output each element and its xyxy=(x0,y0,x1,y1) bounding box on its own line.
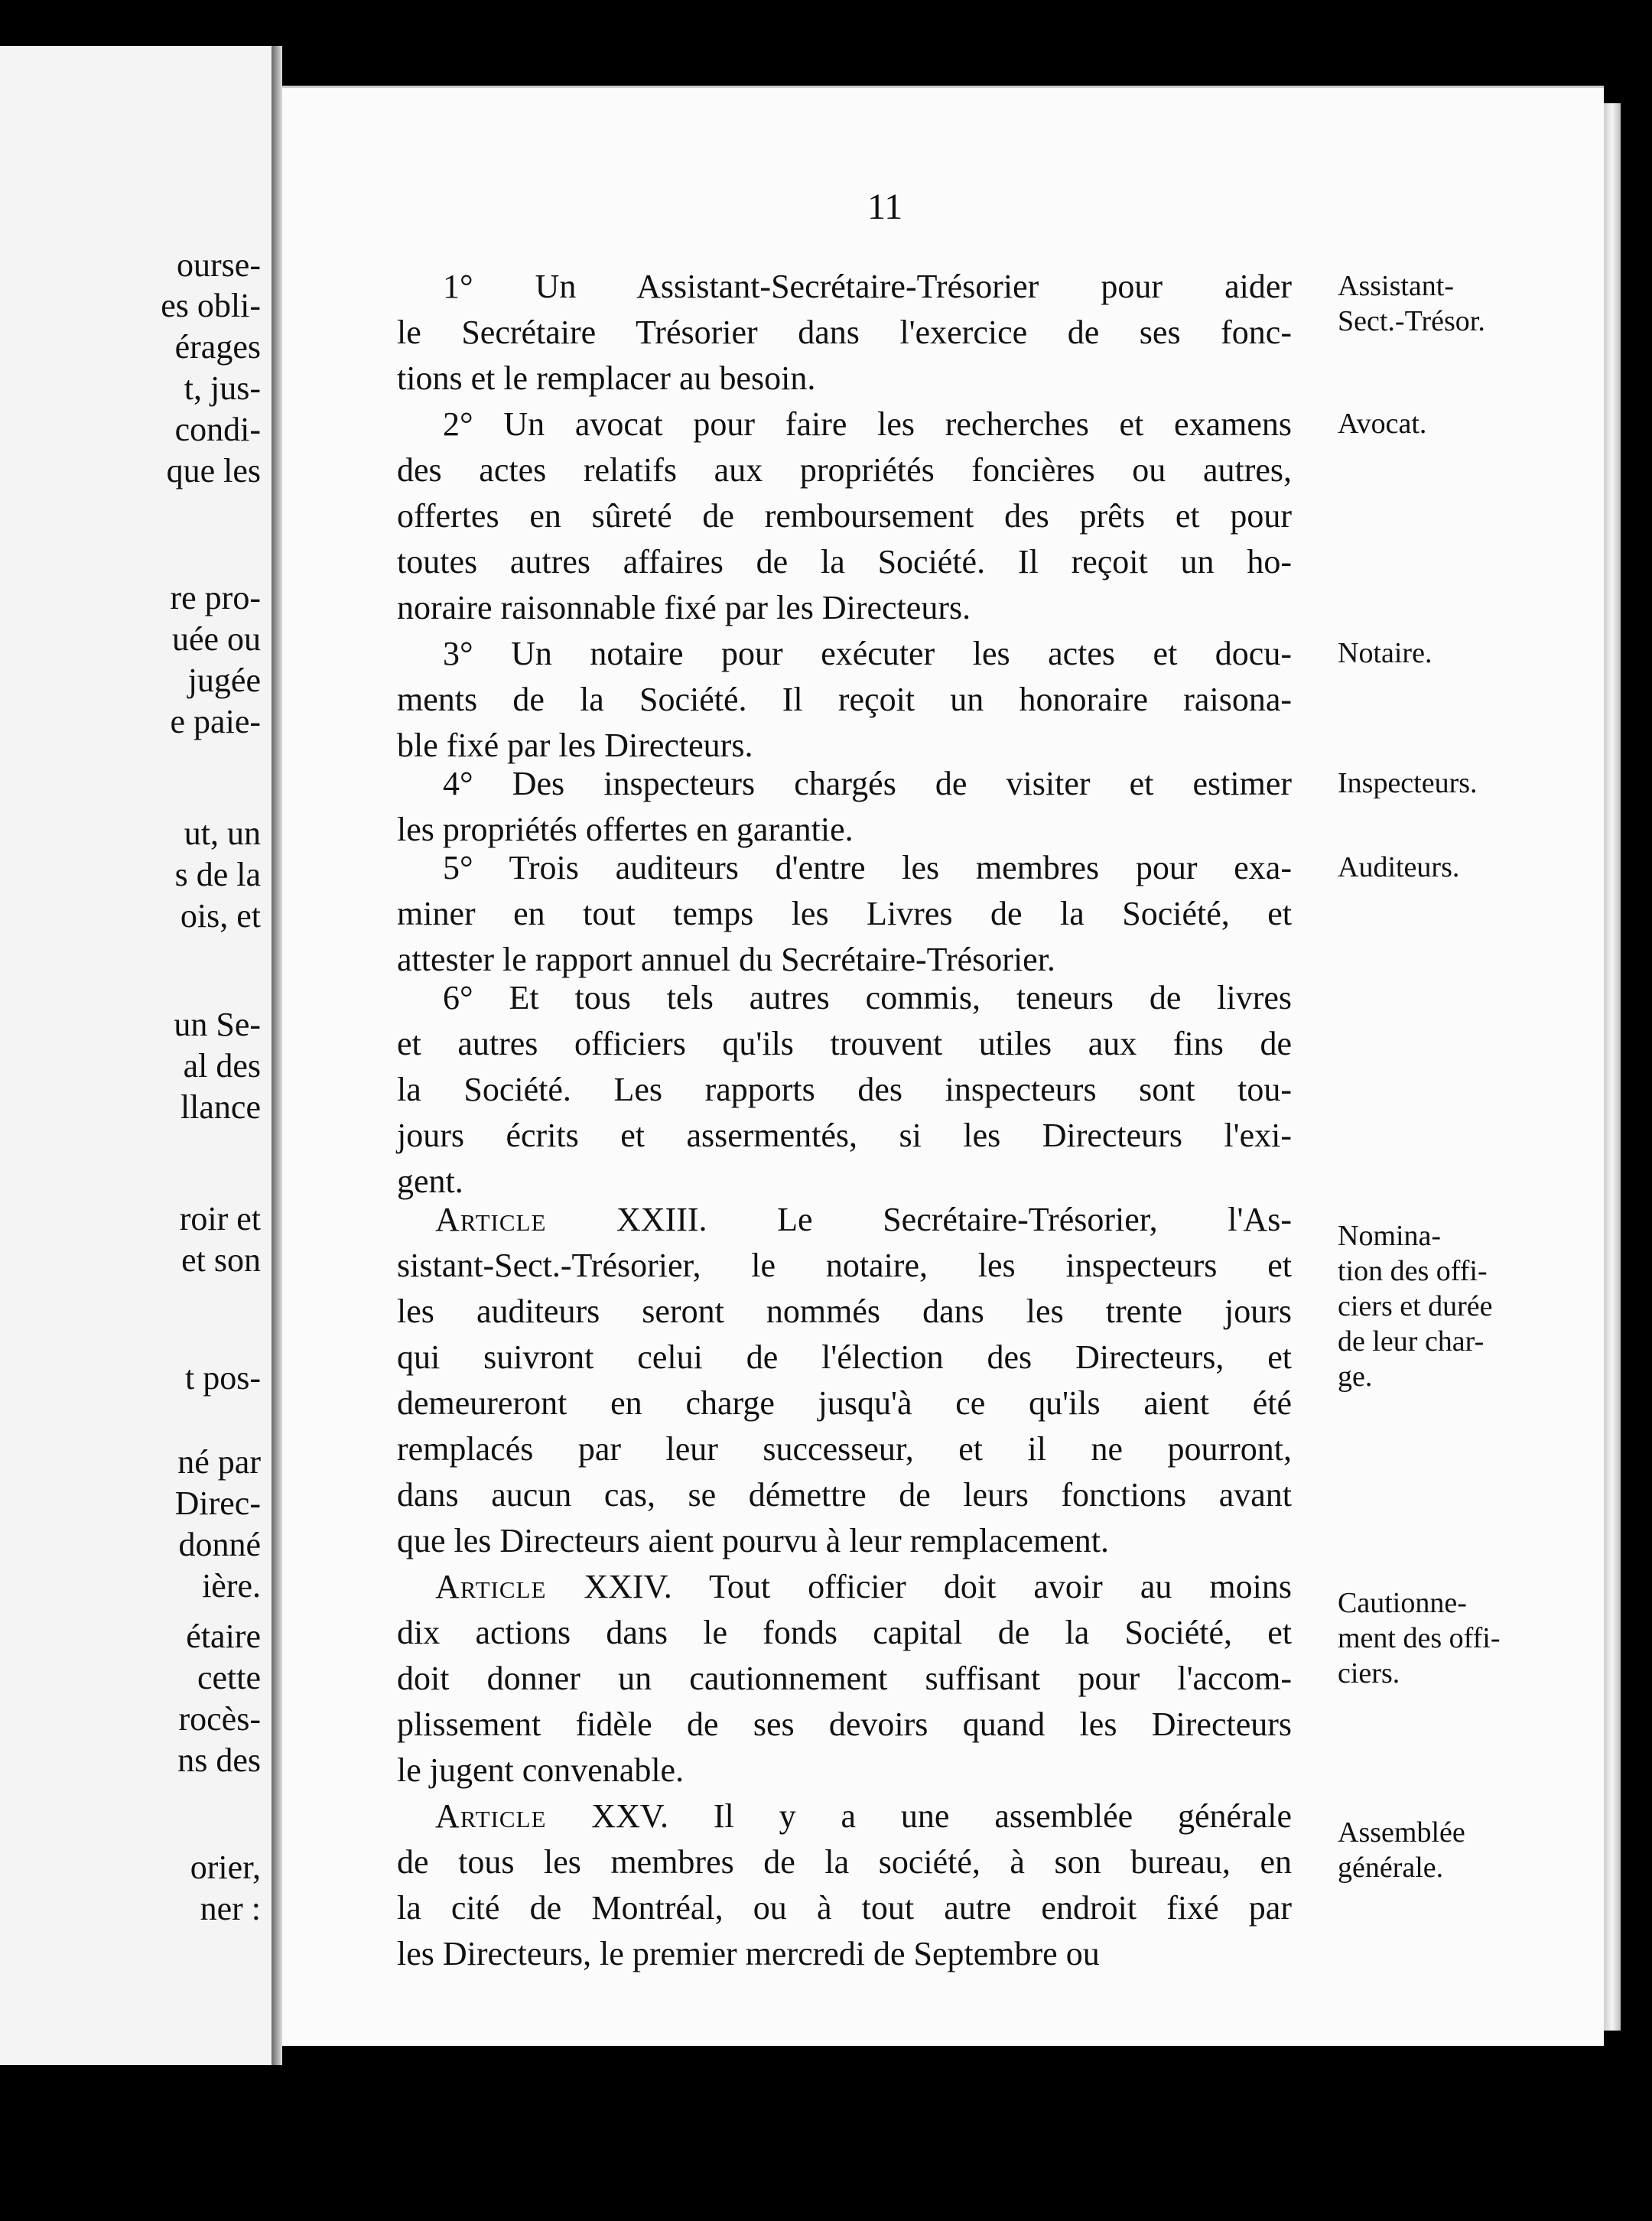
left-page-text-fragment: érages xyxy=(174,328,261,366)
left-page-text-fragment: donné xyxy=(178,1526,261,1563)
left-page-text-fragment: condi- xyxy=(174,411,261,448)
article-a23 xyxy=(397,1197,1590,1564)
article-number: XXV. xyxy=(591,1797,668,1835)
paragraph-p1 xyxy=(397,264,1590,402)
article-first-line xyxy=(397,1197,1292,1243)
paragraph-p3 xyxy=(397,631,1590,769)
margin-note-line: ciers. xyxy=(1338,1657,1400,1689)
margin-note xyxy=(1338,1585,1500,1691)
paragraph-line: noraire raisonnable fixé par les Directeurs. xyxy=(397,589,971,626)
article-line: le jugent convenable. xyxy=(397,1751,685,1789)
margin-note-line: ciers et durée xyxy=(1338,1290,1493,1322)
left-page-text-fragment: Direc- xyxy=(174,1484,261,1522)
margin-note-line: Assemblée xyxy=(1338,1816,1465,1849)
article-line: demeureront en charge jusqu'à ce qu'ils aient été xyxy=(397,1384,1292,1422)
margin-note-line: générale. xyxy=(1338,1852,1444,1884)
left-page-text-fragment: e paie- xyxy=(170,703,261,740)
left-page-text-fragment: étaire xyxy=(186,1618,261,1655)
paragraph-line: tions et le remplacer au besoin. xyxy=(397,359,816,397)
margin-note xyxy=(1338,636,1432,671)
paragraph-line: attester le rapport annuel du Secrétaire-Trésorier. xyxy=(397,941,1055,978)
left-page-text-fragment: ière. xyxy=(202,1567,261,1605)
margin-note-line: ment des offi- xyxy=(1338,1622,1501,1654)
paragraph-line: offertes en sûreté de remboursement des prêts et pour xyxy=(397,497,1292,535)
article-label: Article xyxy=(435,1568,547,1605)
paragraph-line: la Société. Les rapports des inspecteurs sont tou- xyxy=(397,1071,1292,1108)
left-page-text-fragment: rocès- xyxy=(178,1700,261,1738)
left-page-text-fragment: llance xyxy=(180,1088,261,1126)
paragraph-line: 3° Un notaire pour exécuter les actes et docu- xyxy=(443,635,1292,672)
left-page-text-fragment: et son xyxy=(181,1241,261,1279)
paragraph-line: et autres officiers qu'ils trouvent utiles aux fins de xyxy=(397,1025,1292,1062)
left-page-text-fragment: ois, et xyxy=(180,897,261,935)
paragraph-line: le Secrétaire Trésorier dans l'exercice de ses fonc- xyxy=(397,314,1292,351)
left-page-text-fragment: al des xyxy=(183,1047,261,1084)
left-page-text-fragment: ourse- xyxy=(177,246,261,284)
article-a25 xyxy=(397,1793,1590,1977)
article-first-line xyxy=(397,1793,1292,1839)
article-line: les auditeurs seront nommés dans les trente jours xyxy=(397,1293,1292,1330)
paragraph-line: ments de la Société. Il reçoit un honoraire raisona- xyxy=(397,681,1292,718)
paragraph-line: les propriétés offertes en garantie. xyxy=(397,811,854,848)
paragraph-line: 4° Des inspecteurs chargés de visiter et estimer xyxy=(443,765,1292,802)
left-page-fragment xyxy=(0,46,276,2065)
article-line: qui suivront celui de l'élection des Directeurs, et xyxy=(397,1338,1292,1376)
margin-note-line: de leur char- xyxy=(1338,1325,1485,1358)
paragraph-line: jours écrits et assermentés, si les Directeurs l'exi- xyxy=(397,1117,1292,1154)
book-gutter xyxy=(272,46,282,2065)
article-text: Il y a une assemblée générale xyxy=(713,1797,1293,1835)
article-line: de tous les membres de la société, à son bureau, en xyxy=(397,1843,1292,1881)
article-label: Article xyxy=(435,1797,547,1835)
margin-note-line: tion des offi- xyxy=(1338,1255,1488,1287)
left-page-text-fragment: ut, un xyxy=(184,815,261,852)
article-label: Article xyxy=(435,1201,547,1238)
margin-note-line: Auditeurs. xyxy=(1338,851,1460,883)
left-page-text-fragment: un Se- xyxy=(174,1006,261,1043)
paragraph-line: ble fixé par les Directeurs. xyxy=(397,727,753,764)
paragraph-line: des actes relatifs aux propriétés foncières ou autres, xyxy=(397,451,1292,489)
margin-note-line: Notaire. xyxy=(1338,637,1432,669)
article-line: dans aucun cas, se démettre de leurs fonctions avant xyxy=(397,1476,1292,1514)
margin-note-line: Cautionne- xyxy=(1338,1587,1467,1619)
left-page-text-fragment: t pos- xyxy=(185,1359,261,1397)
left-page-text-fragment: né par xyxy=(177,1443,261,1481)
margin-note xyxy=(1338,406,1426,441)
article-line: dix actions dans le fonds capital de la Société, et xyxy=(397,1614,1292,1651)
left-page-text-fragment: ner : xyxy=(200,1890,261,1927)
left-page-text-fragment: ns des xyxy=(177,1741,261,1779)
article-text: Tout officier doit avoir au moins xyxy=(709,1568,1292,1605)
paragraph-line: gent. xyxy=(397,1163,463,1200)
article-first-line xyxy=(397,1564,1292,1610)
left-page-text-fragment: uée ou xyxy=(171,620,261,658)
paragraph-p5 xyxy=(397,845,1590,983)
article-number: XXIII. xyxy=(616,1201,707,1238)
left-page-text-fragment: re pro- xyxy=(170,579,261,616)
paragraph-line: 1° Un Assistant-Secrétaire-Trésorier pour aider xyxy=(443,268,1292,305)
left-page-text-fragment: s de la xyxy=(174,856,261,893)
margin-note-line: Nomina- xyxy=(1338,1220,1442,1252)
paragraph-p4 xyxy=(397,761,1590,853)
article-text: Le Secrétaire-Trésorier, l'As- xyxy=(777,1201,1292,1238)
article-number: XXIV. xyxy=(584,1568,672,1605)
right-page xyxy=(282,86,1604,2046)
margin-note-line: Sect.-Trésor. xyxy=(1338,305,1485,337)
left-page-text-fragment: t, jus- xyxy=(184,369,261,407)
paragraph-line: 5° Trois auditeurs d'entre les membres pour exa- xyxy=(443,849,1292,886)
paragraph-p6 xyxy=(397,975,1590,1205)
left-page-text-fragment: roir et xyxy=(179,1200,261,1237)
margin-note-line: Inspecteurs. xyxy=(1338,767,1478,799)
margin-note-line: Avocat. xyxy=(1338,408,1427,440)
margin-note xyxy=(1338,268,1485,339)
article-line: la cité de Montréal, ou à tout autre endroit fixé par xyxy=(397,1889,1292,1927)
margin-note xyxy=(1338,1815,1465,1885)
margin-note-line: Assistant- xyxy=(1338,270,1454,302)
margin-note xyxy=(1338,850,1459,885)
article-line: sistant-Sect.-Trésorier, le notaire, les inspecteurs et xyxy=(397,1247,1292,1284)
article-line: que les Directeurs aient pourvu à leur remplacement. xyxy=(397,1522,1109,1559)
article-line: plissement fidèle de ses devoirs quand les Directeurs xyxy=(397,1706,1292,1743)
paragraph-line: 6° Et tous tels autres commis, teneurs de livres xyxy=(443,979,1292,1016)
article-a24 xyxy=(397,1564,1590,1793)
paragraph-p2 xyxy=(397,402,1590,631)
left-page-text-fragment: jugée xyxy=(187,662,261,699)
left-page-text-fragment: que les xyxy=(166,452,261,489)
margin-note-line: ge. xyxy=(1338,1361,1373,1393)
page-number: 11 xyxy=(867,187,903,227)
left-page-text-fragment: cette xyxy=(197,1659,261,1696)
left-page-text-fragment: es obli- xyxy=(161,287,261,324)
article-line: doit donner un cautionnement suffisant pour l'accom- xyxy=(397,1660,1292,1697)
article-line: remplacés par leur successeur, et il ne pourront, xyxy=(397,1430,1292,1468)
left-page-text-fragment: orier, xyxy=(190,1849,261,1886)
margin-note xyxy=(1338,766,1478,801)
margin-note xyxy=(1338,1218,1493,1394)
paragraph-line: miner en tout temps les Livres de la Société, et xyxy=(397,895,1292,932)
paragraph-line: toutes autres affaires de la Société. Il reçoit un ho- xyxy=(397,543,1292,580)
article-line: les Directeurs, le premier mercredi de Septembre ou xyxy=(397,1935,1100,1972)
paragraph-line: 2° Un avocat pour faire les recherches et examens xyxy=(443,405,1292,443)
